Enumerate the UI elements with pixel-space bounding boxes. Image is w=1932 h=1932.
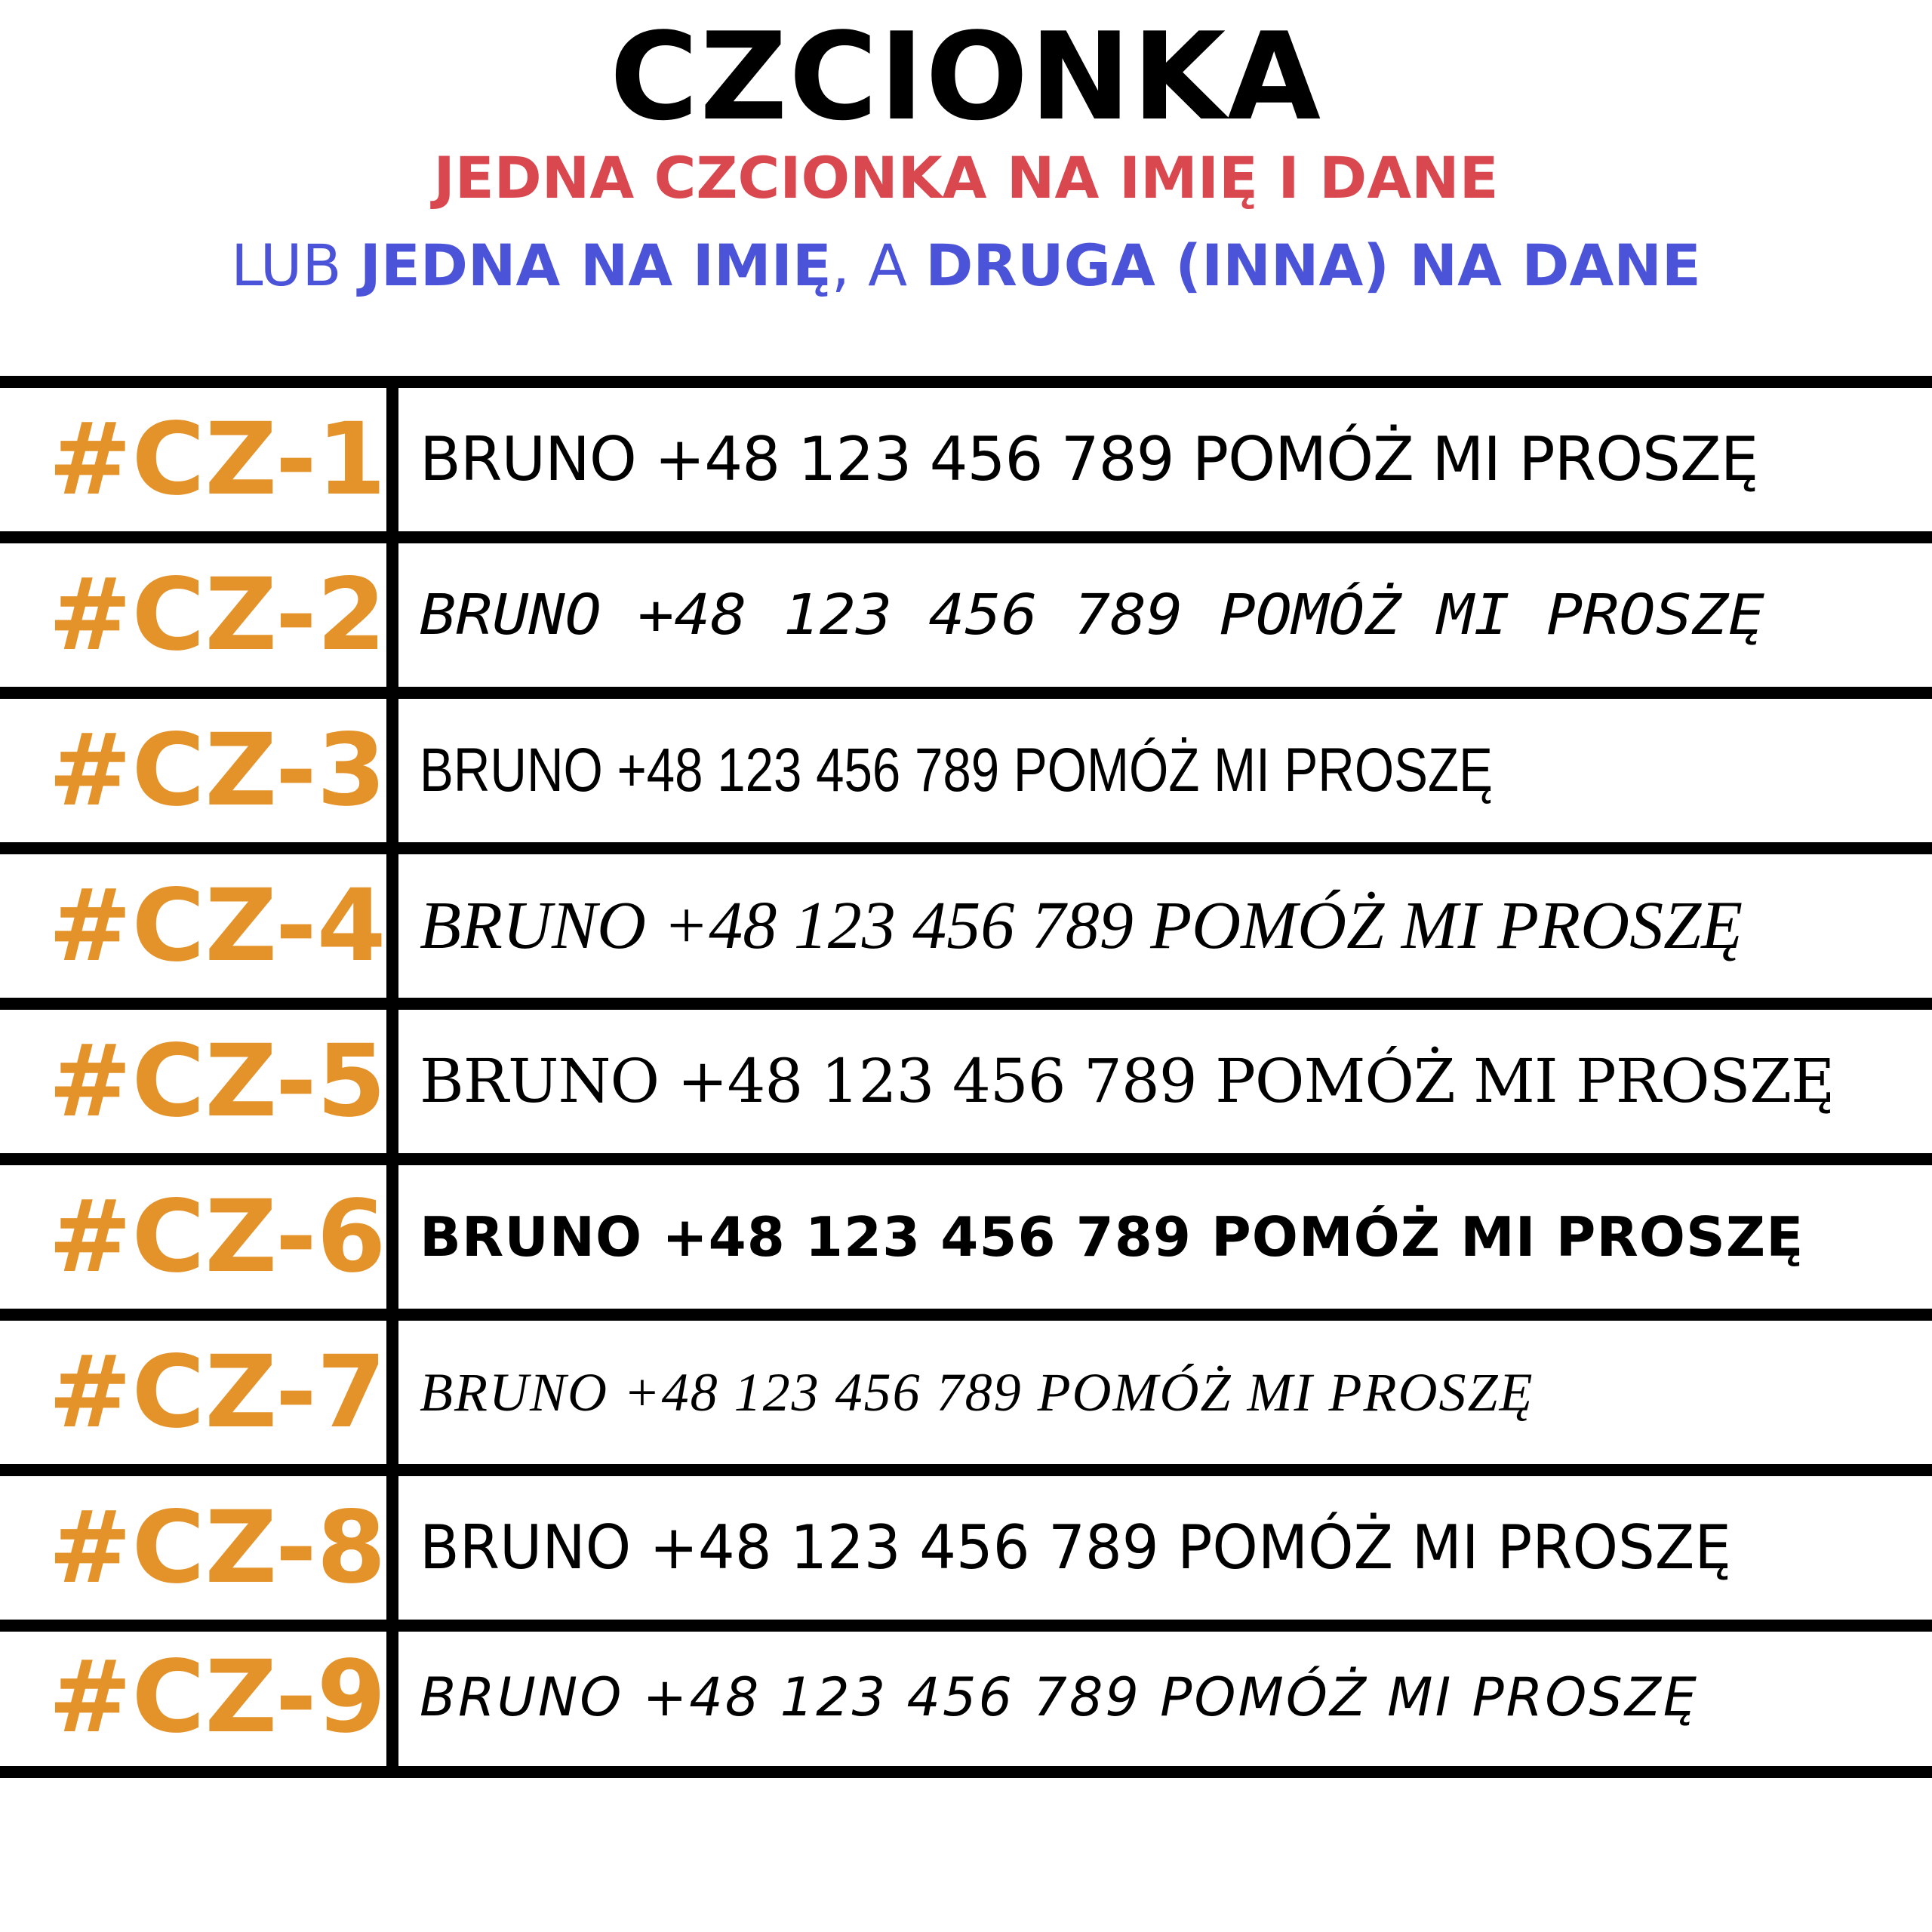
table-divider (0, 842, 1932, 854)
table-row (0, 1476, 1932, 1620)
font-sample: BRUNO +48 123 456 789 POMÓŻ MI PROSZĘ (420, 888, 1743, 963)
table-divider (0, 1464, 1932, 1476)
font-code: #CZ-6 (48, 1179, 386, 1295)
font-sample: BRUNO +48 123 456 789 POMÓŻ MI PROSZĘ (420, 1205, 1804, 1269)
font-code: #CZ-3 (48, 712, 386, 829)
font-code: #CZ-8 (48, 1490, 386, 1606)
subtitle-line-1: JEDNA CZCIONKA NA IMIĘ I DANE (433, 144, 1499, 211)
table-divider (0, 531, 1932, 543)
table-divider (0, 998, 1932, 1010)
font-sample: BRUNO +48 123 456 789 POMÓŻ MI PROSZĘ (420, 736, 1493, 804)
subtitle-line-2-lub: LUB (231, 232, 360, 299)
table-row (0, 1010, 1932, 1153)
font-code: #CZ-5 (48, 1023, 386, 1140)
font-code: #CZ-1 (48, 401, 386, 518)
table-divider (0, 687, 1932, 699)
table-row (0, 699, 1932, 842)
font-sample: BRUNO +48 123 456 789 POMÓŻ MI PROSZĘ (420, 582, 1765, 648)
table-divider (0, 1309, 1932, 1321)
font-sample: BRUNO +48 123 456 789 POMÓŻ MI PROSZĘ (420, 424, 1758, 494)
table-row (0, 543, 1932, 687)
font-code: #CZ-2 (48, 557, 386, 673)
table-row (0, 854, 1932, 998)
table-row (0, 1626, 1932, 1769)
table-divider (0, 1153, 1932, 1165)
font-sample: BRUNO +48 123 456 789 POMÓŻ MI PROSZĘ (420, 1046, 1835, 1116)
header (0, 0, 1932, 355)
table-divider (0, 376, 1932, 388)
font-sample: BRUNO +48 123 456 789 POMÓŻ MI PROSZĘ (420, 1666, 1700, 1728)
font-code: #CZ-9 (48, 1639, 386, 1755)
font-sample: BRUNO +48 123 456 789 POMÓŻ MI PROSZĘ (420, 1362, 1534, 1423)
table-row (0, 388, 1932, 531)
font-code: #CZ-4 (48, 868, 386, 984)
page-title: CZCIONKA (609, 6, 1323, 147)
font-code: #CZ-7 (48, 1334, 386, 1451)
subtitle-line-2-jedna: JEDNA NA IMIĘ (359, 232, 832, 299)
table-row (0, 1165, 1932, 1309)
font-sample: BRUNO +48 123 456 789 POMÓŻ MI PROSZĘ (420, 1512, 1731, 1583)
font-table (0, 376, 1932, 1780)
subtitle-line-2-comma: , A (831, 232, 926, 299)
subtitle-line-2 (0, 228, 1932, 303)
table-row (0, 1321, 1932, 1464)
subtitle-line-2-druga: DRUGA (INNA) NA DANE (925, 232, 1701, 299)
